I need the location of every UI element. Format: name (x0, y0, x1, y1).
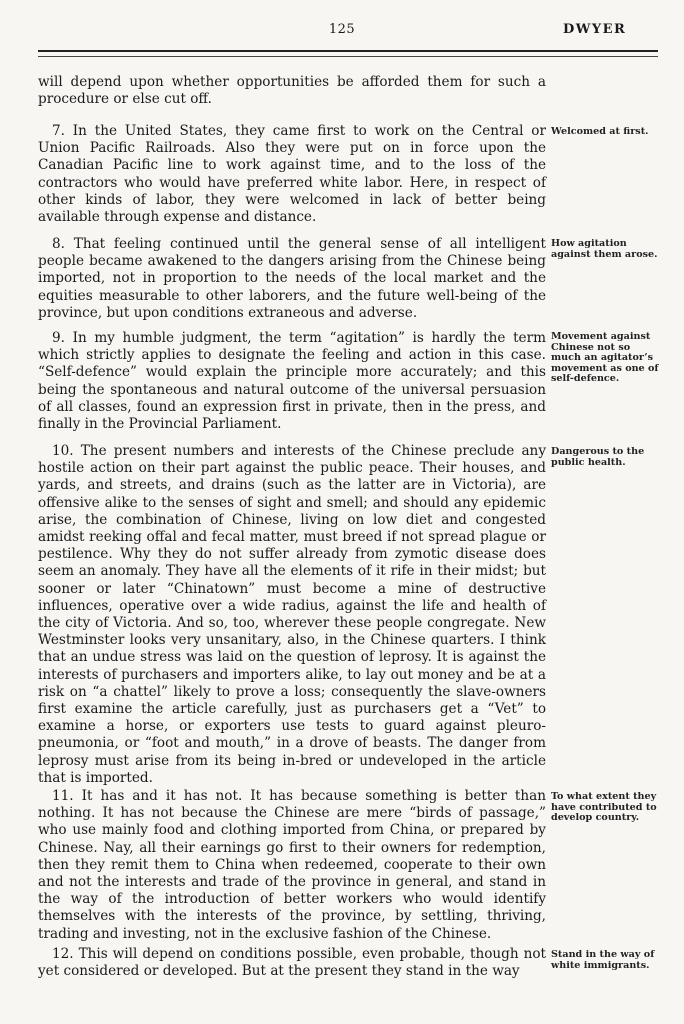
header-rule-thick (38, 50, 658, 52)
paragraph-9: 9. In my humble judgment, the term “agitation” is hardly the term which strictly applies to designate the feeling and action in this case. “Self-defence” would explain the principle more accurately; and this being the spontaneous and natural outcome of the universal persuasion of all classes, found an expression first in private, then in the press, and finally in the Provincial Parliament. (38, 330, 546, 433)
paragraph-11: 11. It has and it has not. It has because something is better than nothing. It has not because the Chinese are mere “birds of passage,” who use mainly food and clothing imported from China, or prepared by Chinese. Nay, all their earnings go first to their owners for redemption, then they remit them to China when redeemed, cooperate to their own and not the interests and trade of the province in general, and stand in the way of the introduction of better workers who would identify themselves with the interests of the province, by settling, thriving, trading and investing, not in the exclusive fashion of the Chinese. (38, 788, 546, 942)
paragraph-10: 10. The present numbers and interests of the Chinese preclude any hostile action on their part against the public peace. Their houses, and yards, and streets, and drains (such as the latter are in Victoria), are offensive alike to the senses of sight and smell; and should any epidemic arise, the combination of Chinese, living on low diet and congested amidst reeking offal and fecal matter, must breed if not spread plague or pestilence. Why they do not suffer already from zymotic disease does seem an anomaly. They have all the elements of it rife in their midst; but sooner or later “Chinatown” must become a mine of destructive influences, operative over a wide radius, against the life and health of the city of Victoria. And so, too, wherever these people congregate. New Westminster looks very unsanitary, also, in the Chinese quarters. I think that an undue stress was laid on the question of leprosy. It is against the interests of purchasers and importers alike, to lay out money and be at a risk on “a chattel” likely to prove a loss; consequently the slave-owners first examine the article carefully, just as purchasers get a “Vet” to examine a horse, or exporters use tests to guard against pleuro-pneumonia, or “foot and mouth,” in a drove of beasts. The danger from leprosy must arise from its being in-bred or undeveloped in the article that is imported. (38, 443, 546, 786)
header-rule-thin (38, 56, 658, 57)
margin-note-12: Stand in the way of white immigrants. (551, 949, 655, 971)
page-number: 125 (328, 22, 356, 37)
margin-note-7: Welcomed at first. (551, 126, 649, 137)
margin-note-9: Movement against Chinese not so much an agitator’s movement as one of self-defence. (551, 331, 659, 385)
margin-note-8: How agitation against them arose. (551, 238, 658, 260)
paragraph-12: 12. This will depend on conditions possible, even probable, though not yet considered or developed. But at the present they stand in the way (38, 946, 546, 980)
margin-note-10: Dangerous to the public health. (551, 446, 645, 468)
running-head: DWYER (563, 22, 627, 37)
paragraph-continuation: will depend upon whether opportunities be afforded them for such a procedure or else cut off. (38, 74, 546, 108)
paragraph-7: 7. In the United States, they came first to work on the Central or Union Pacific Railroads. Also they were put on in force upon the Canadian Pacific line to work against time, and to the loss of the contractors who would have preferred white labor. Here, in respect of other kinds of labor, they were welcomed in lack of better being available through expense and distance. (38, 123, 546, 226)
paragraph-8: 8. That feeling continued until the general sense of all intelligent people became awakened to the dangers arising from the Chinese being imported, not in proportion to the needs of the local market and the equities measurable to other laborers, and the future well-being of the province, but upon conditions extraneous and adverse. (38, 236, 546, 321)
margin-note-11: To what extent they have contributed to develop country. (551, 791, 657, 824)
